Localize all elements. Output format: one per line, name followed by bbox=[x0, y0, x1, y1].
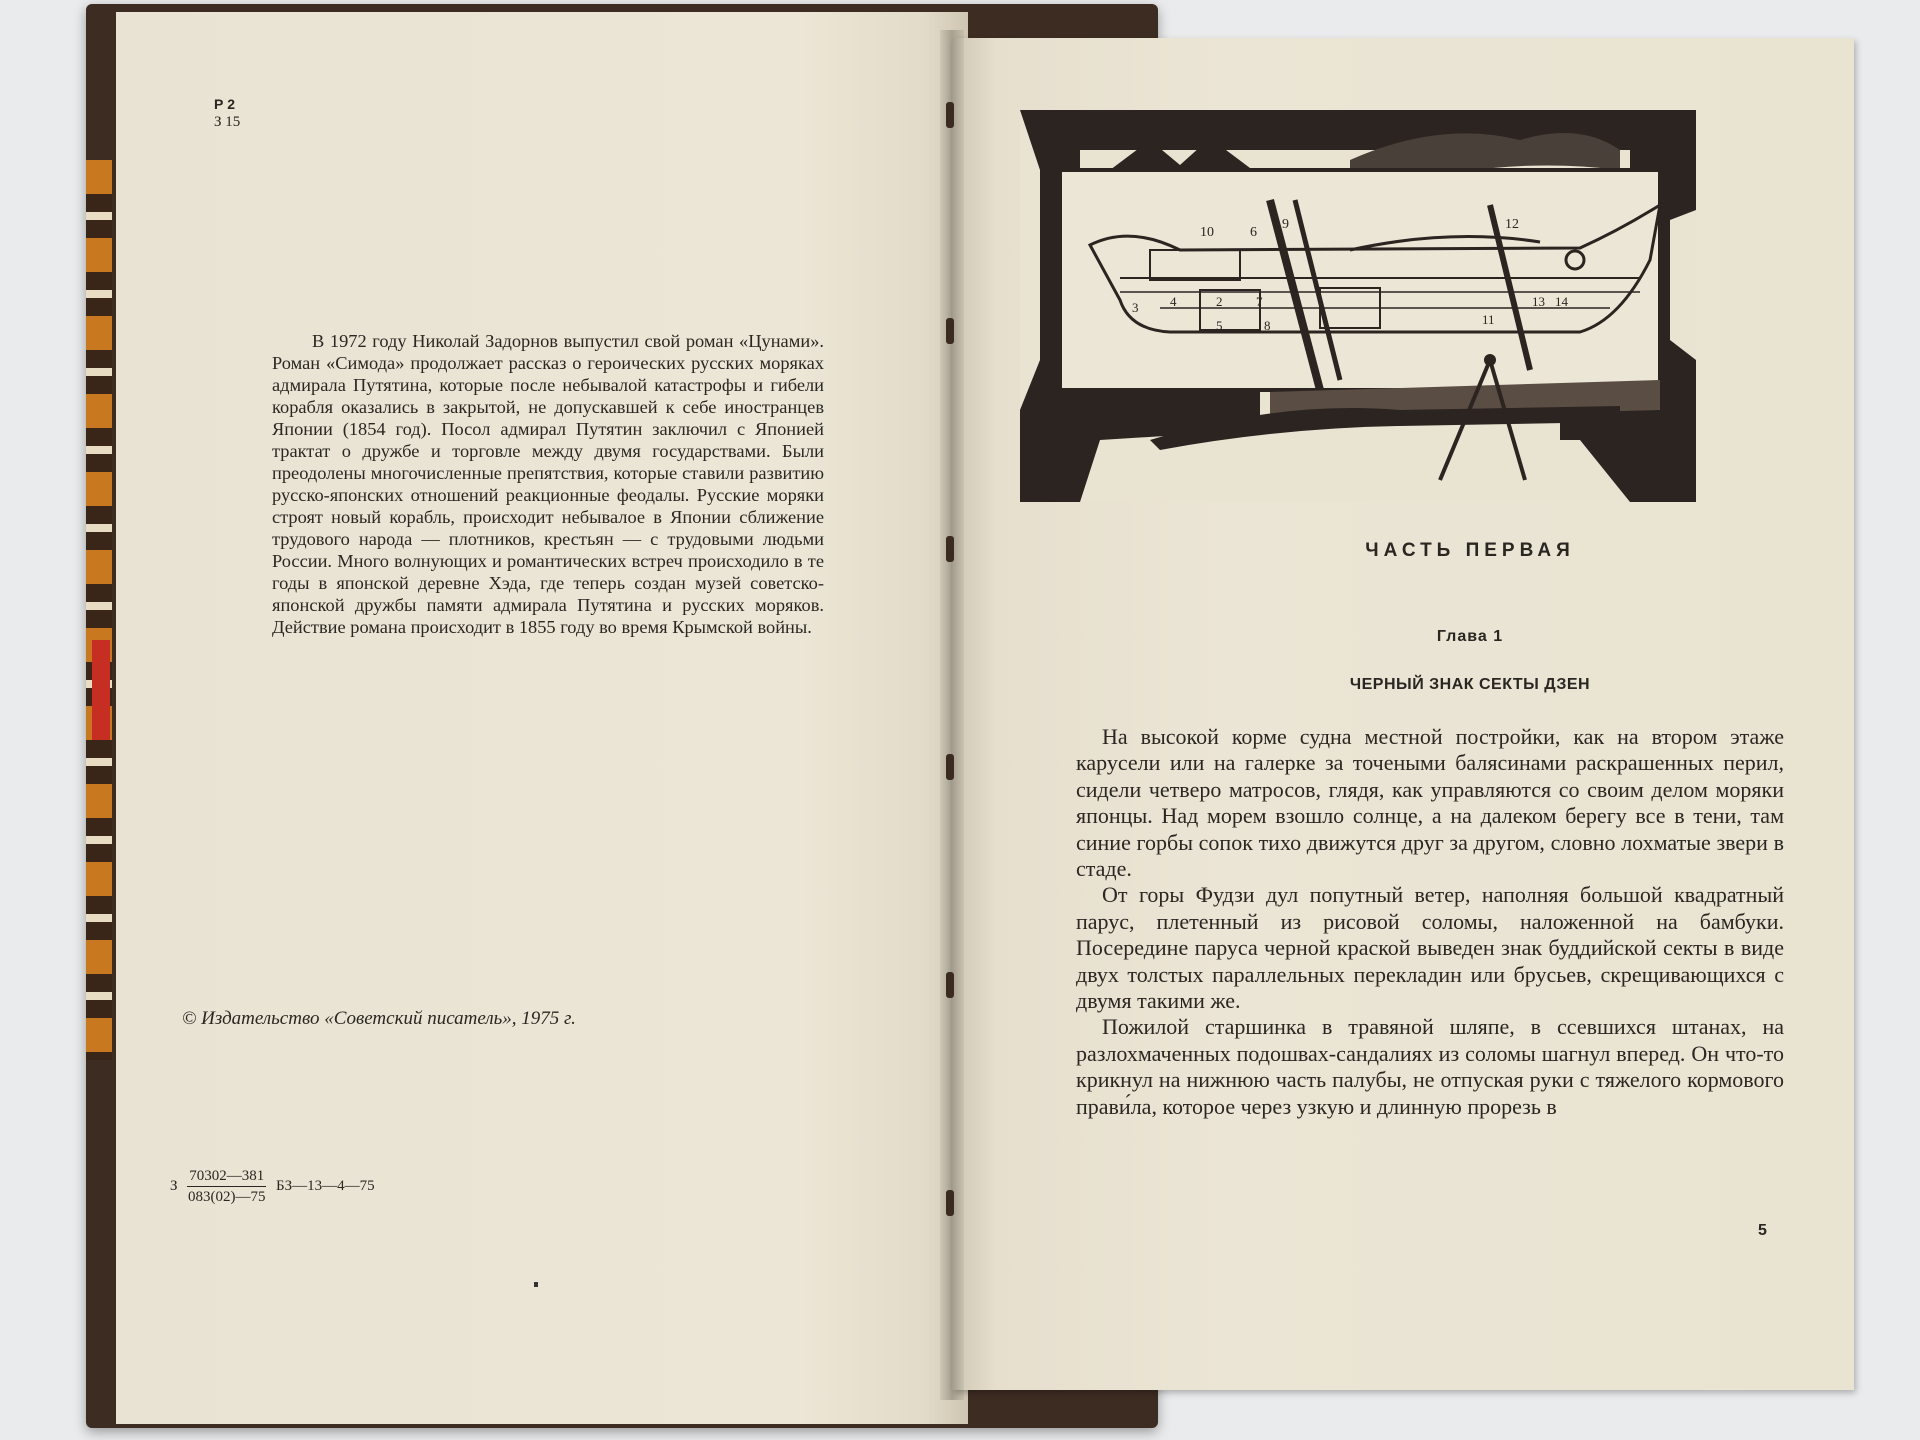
illustration-label: 5 bbox=[1216, 318, 1223, 333]
book-annotation: В 1972 году Николай Задорнов выпустил свой роман «Цунами». Роман «Симода» продолжает рассказ о героических русских моряках адмирала Путятина, которые после небывалой катастрофы и гибели корабля оказались в закрытой, не допускавшей к себе иностранцев Японии (1854 год). Посол адмирал Путятин заключил с Японией трактат о дружбе и торговле между двумя государствами. Были преодолены многочисленные препятствия, которые ставили развитию русско-японских отношений реакционные феодалы. Русские моряки строят новый корабль, происходит небывалое в Японии сближение трудового народа — плотников, крестьян — с трудовыми людьми России. Много волнующих и романтических встреч происходило в те годы в японской деревне Хэда, где теперь создан музей советско-японской дружбы памяти адмирала Путятина и русских моряков. Действие романа происходит в 1855 году во время Крымской войны. bbox=[272, 331, 824, 637]
illustration-label: 3 bbox=[1132, 300, 1139, 315]
index-numerator: 70302—381 bbox=[187, 1166, 266, 1187]
binding-stitch bbox=[946, 536, 954, 562]
illustration-label: 14 bbox=[1555, 294, 1568, 309]
chapter-text bbox=[1076, 724, 1784, 1120]
publication-index bbox=[170, 1166, 375, 1207]
illustration-label: 6 bbox=[1250, 225, 1257, 240]
illustration-label: 12 bbox=[1505, 217, 1519, 232]
illustration-label: 11 bbox=[1482, 312, 1495, 327]
index-prefix: З bbox=[170, 1177, 178, 1194]
illustration-label: 9 bbox=[1282, 217, 1289, 232]
illustration-label: 2 bbox=[1216, 294, 1223, 309]
index-suffix: БЗ—13—4—75 bbox=[276, 1177, 375, 1194]
paragraph: От горы Фудзи дул попутный ветер, наполняя большой квадратный парус, плетенный из рисовой соломы, наложенной на бамбуки. Посередине паруса черной краской выведен знак буддийской секты в виде двух толстых параллельных перекладин или брусьев, скрещивающихся с двумя такими же. bbox=[1076, 882, 1784, 1014]
part-title: ЧАСТЬ ПЕРВАЯ bbox=[1365, 540, 1575, 561]
print-mark bbox=[534, 1282, 538, 1287]
binding-stitch bbox=[946, 1190, 954, 1216]
author-code: З 15 bbox=[214, 114, 241, 130]
paragraph: На высокой корме судна местной постройки, как на втором этаже карусели или на галерке за точеными балясинами раскрашенных перил, сидели четверо матросов, глядя, как управляются со своим делом моряки японцы. Над морем взошло солнце, а на далеком берегу все в тени, там синие горбы сопок тихо движутся друг за другом, словно лохматые звери в стаде. bbox=[1076, 724, 1784, 882]
paragraph: Пожилой старшинка в травяной шляпе, в ссевшихся штанах, на разлохмаченных подошвах-сандалиях из соломы шагнул вперед. Он что-то крикнул на нижнюю часть палубы, не отпуская руки с тяжелого кормового прави́ла, которое через узкую и длинную прорезь в bbox=[1076, 1014, 1784, 1119]
illustration-label: 13 bbox=[1532, 294, 1545, 309]
index-denominator: 083(02)—75 bbox=[188, 1189, 266, 1205]
left-page bbox=[116, 12, 968, 1424]
copyright-line: © Издательство «Советский писатель», 1975 г. bbox=[182, 1008, 576, 1029]
page-number: 5 bbox=[1758, 1222, 1767, 1239]
binding-stitch bbox=[946, 754, 954, 780]
book-spine bbox=[86, 160, 112, 1060]
binding-stitch bbox=[946, 318, 954, 344]
spine-red-label bbox=[92, 640, 110, 740]
chapter-title: ЧЕРНЫЙ ЗНАК СЕКТЫ ДЗЕН bbox=[1349, 676, 1591, 693]
illustration-label: 8 bbox=[1264, 318, 1271, 333]
illustration-label: 4 bbox=[1170, 294, 1177, 309]
ship-illustration bbox=[1020, 110, 1696, 502]
index-fraction bbox=[187, 1166, 266, 1207]
binding-stitch bbox=[946, 102, 954, 128]
illustration-label: 10 bbox=[1200, 225, 1214, 240]
chapter-number: Глава 1 bbox=[1436, 628, 1504, 645]
classification-code: Р 2 bbox=[214, 96, 236, 112]
illustration-label: 7 bbox=[1256, 294, 1263, 309]
binding-stitch bbox=[946, 972, 954, 998]
